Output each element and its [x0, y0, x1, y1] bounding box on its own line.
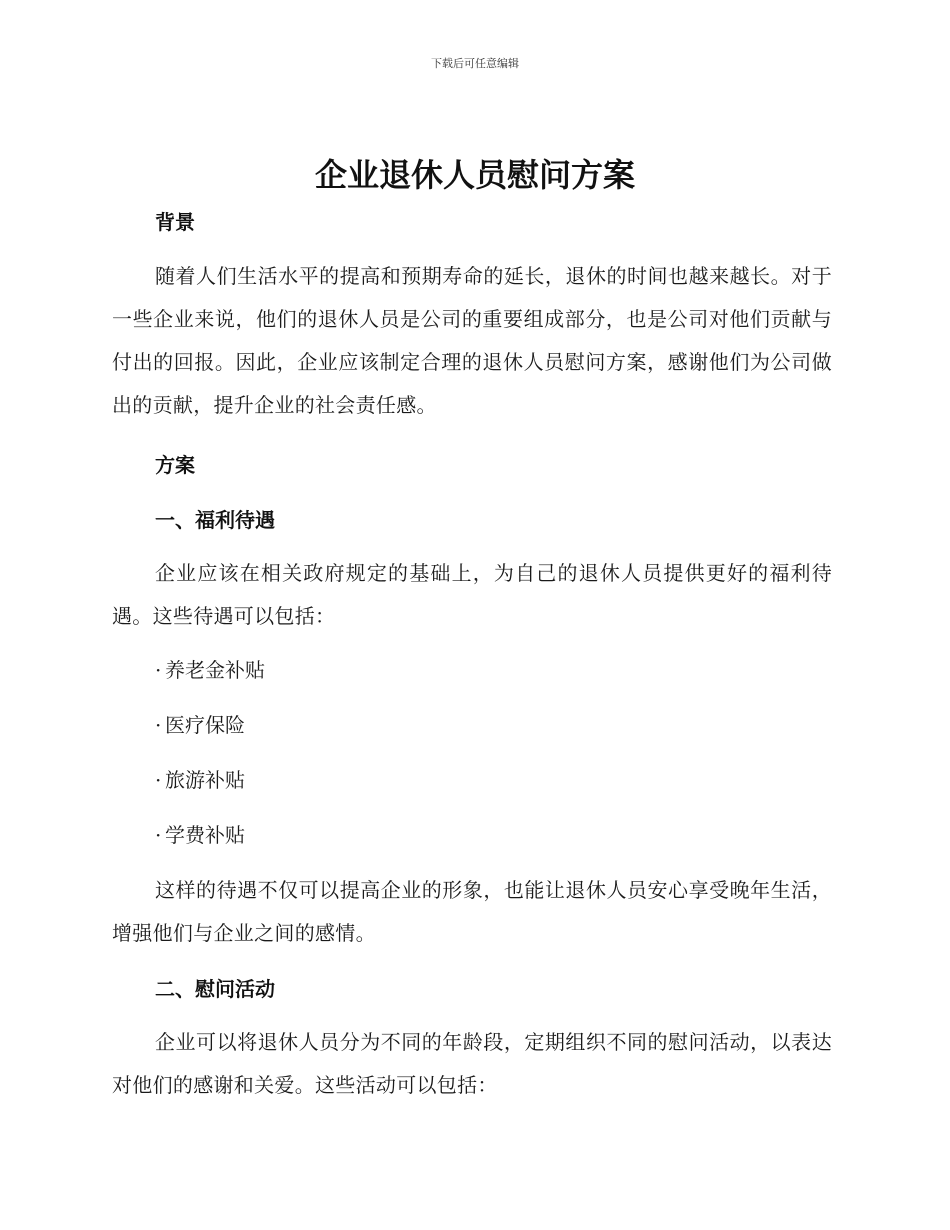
bullet-dot-icon: · — [155, 713, 162, 737]
welfare-item-label: 医疗保险 — [165, 713, 245, 737]
welfare-item-label: 养老金补贴 — [165, 658, 265, 682]
welfare-list-item — [112, 760, 832, 800]
background-heading: 背景 — [155, 210, 195, 234]
welfare-list-item — [112, 705, 832, 745]
plan-heading: 方案 — [155, 453, 195, 477]
welfare-list-item — [112, 815, 832, 855]
welfare-heading: 一、福利待遇 — [155, 508, 275, 532]
bullet-dot-icon: · — [155, 823, 162, 847]
document-title: 企业退休人员慰问方案 — [314, 156, 635, 194]
welfare-item-label: 旅游补贴 — [165, 768, 245, 792]
welfare-item-label: 学费补贴 — [165, 823, 245, 847]
bullet-dot-icon: · — [155, 658, 162, 682]
header-note: 下载后可任意编辑 — [431, 57, 519, 70]
activity-heading: 二、慰问活动 — [155, 977, 275, 1001]
background-paragraph: 随着人们生活水平的提高和预期寿命的延长，退休的时间也越来越长。对于一些企业来说，他们的退休人员是公司的重要组成部分，也是公司对他们贡献与付出的回报。因此，企业应该制定合理的退休人员慰问方案，感谢他们为公司做出的贡献，提升企业的社会责任感。 — [112, 264, 832, 417]
activity-intro-paragraph: 企业可以将退休人员分为不同的年龄段，定期组织不同的慰问活动，以表达对他们的感谢和关爱。这些活动可以包括： — [112, 1030, 832, 1097]
welfare-list-item — [112, 650, 832, 690]
welfare-intro-paragraph: 企业应该在相关政府规定的基础上，为自己的退休人员提供更好的福利待遇。这些待遇可以包括： — [112, 561, 832, 628]
document-body — [112, 200, 832, 1107]
bullet-dot-icon: · — [155, 768, 162, 792]
welfare-summary-paragraph: 这样的待遇不仅可以提高企业的形象，也能让退休人员安心享受晚年生活，增强他们与企业之间的感情。 — [112, 878, 832, 945]
